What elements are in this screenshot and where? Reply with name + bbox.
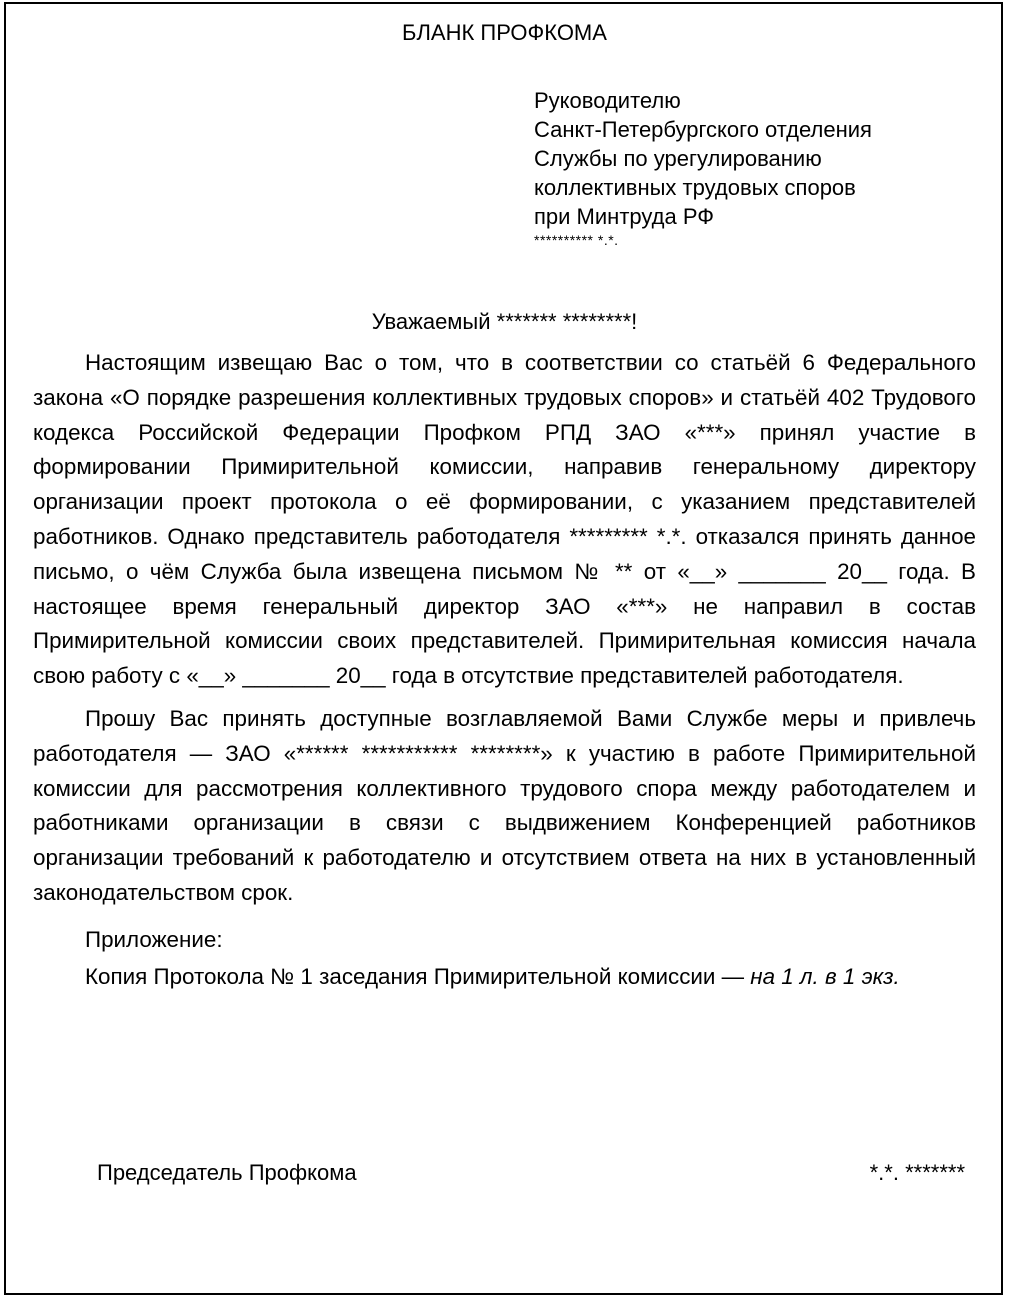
attachment-text: Копия Протокола № 1 заседания Примирительной комиссии —: [85, 963, 751, 989]
addressee-line: коллективных трудовых споров: [534, 175, 856, 200]
signatory-role: Председатель Профкома: [97, 1160, 357, 1185]
body-paragraph-2: Прошу Вас принять доступные возглавляемой Вами Службе меры и привлечь работодателя — ЗАО «****** *********** ********» к участию в работе Примирительной комиссии для рассмотрения коллективного трудового спора между работодателем и работниками организации в связи с выдвижением Конференцией работников организации требований к работодателю и отсутствием ответа на них в установленный законодательством срок.: [33, 705, 976, 905]
addressee-line: Службы по урегулированию: [534, 146, 822, 171]
body-paragraph-1: Настоящим извещаю Вас о том, что в соответствии со статьёй 6 Федерального закона «О порядке разрешения коллективных трудовых споров» и статьёй 402 Трудового кодекса Российской Федерации Профком РПД ЗАО «***» принял участие в формировании Примирительной комиссии, направив генеральному директору организации проект протокола о её формировании, с указанием представителей работников. Однако представитель работодателя ********* *.*. отказался принять данное письмо, о чём Служба была извещена письмом № ** от «__» _______ 20__ года. В настоящее время генеральный директор ЗАО «***» не направил в состав Примирительной комиссии своих представителей. Примирительная комиссия начала свою работу с «__» _______ 20__ года в отсутствие представителей работодателя.: [33, 350, 976, 689]
addressee-line: Санкт-Петербургского отделения: [534, 117, 872, 142]
letterhead-title: БЛАНК ПРОФКОМА: [402, 20, 607, 45]
attachment-item: [33, 962, 976, 991]
addressee-name: ********** *.*.: [534, 232, 619, 248]
addressee-block: [534, 86, 872, 249]
attachment-quantity: на 1 л. в 1 экз.: [750, 963, 900, 989]
addressee-line: Руководителю: [534, 88, 681, 113]
attachment-label: Приложение:: [85, 926, 223, 952]
addressee-line: при Минтруда РФ: [534, 204, 714, 229]
letter-body: [33, 346, 976, 991]
signatory-name: *.*. *******: [869, 1160, 965, 1185]
salutation: Уважаемый ******* ********!: [371, 309, 638, 334]
